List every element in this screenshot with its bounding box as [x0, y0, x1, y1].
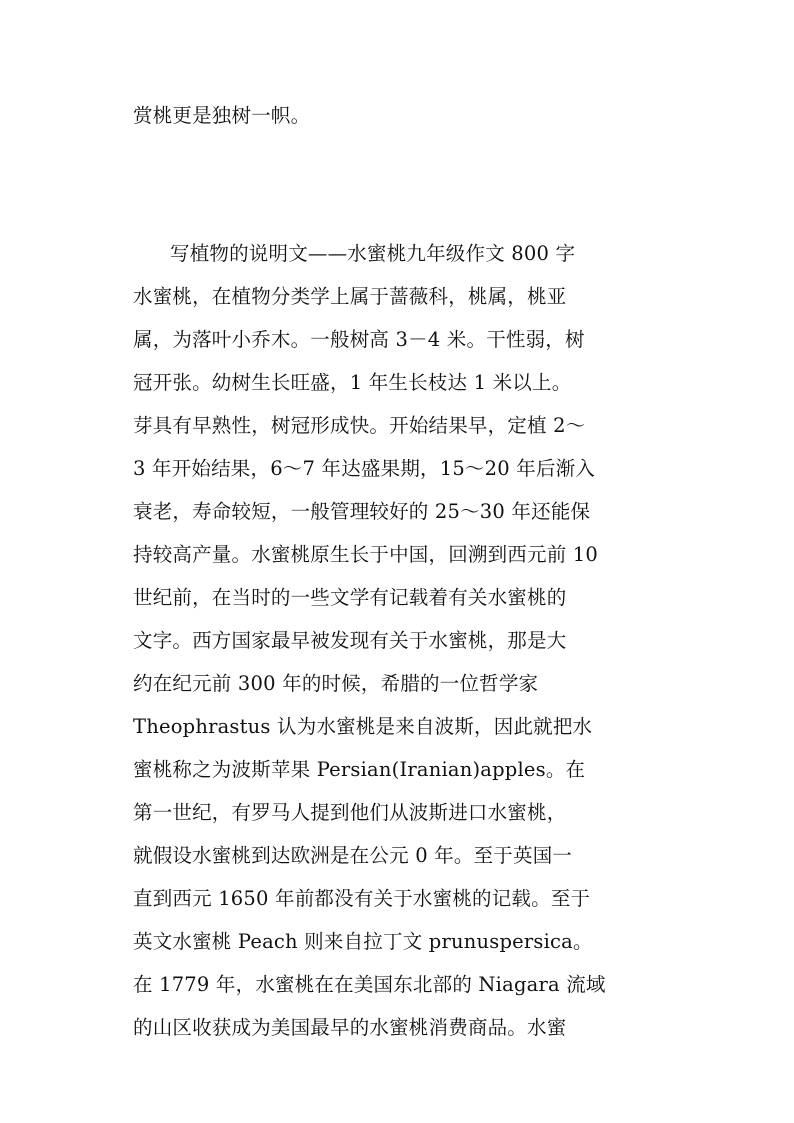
text-line: 3 年开始结果，6～7 年达盛果期，15～20 年后渐入 [133, 457, 596, 480]
text-line: 的山区收获成为美国最早的水蜜桃消费商品。水蜜 [133, 1016, 567, 1039]
text-line: 赏桃更是独树一帜。 [133, 104, 311, 127]
text-line: 直到西元 1650 年前都没有关于水蜜桃的记载。至于 [133, 887, 591, 910]
text-line: 蜜桃称之为波斯苹果 Persian(Iranian)apples。在 [133, 758, 586, 781]
text-line: 衰老，寿命较短，一般管理较好的 25～30 年还能保 [133, 500, 591, 523]
text-line: 世纪前，在当时的一些文学有记载着有关水蜜桃的 [133, 586, 567, 609]
text-line: 第一世纪，有罗马人提到他们从波斯进口水蜜桃， [133, 801, 567, 824]
paragraph-title-line: 写植物的说明文——水蜜桃九年级作文 800 字 [170, 242, 576, 265]
text-line: 英文水蜜桃 Peach 则来自拉丁文 prunuspersica。 [133, 930, 593, 953]
text-line: 芽具有早熟性，树冠形成快。开始结果早，定植 2～ [133, 414, 586, 437]
text-line: 属，为落叶小乔木。一般树高 3－4 米。干性弱，树 [133, 328, 585, 351]
text-line: 水蜜桃，在植物分类学上属于蔷薇科，桃属，桃亚 [133, 285, 567, 308]
text-line: 文字。西方国家最早被发现有关于水蜜桃，那是大 [133, 629, 567, 652]
text-line: 持较高产量。水蜜桃原生长于中国，回溯到西元前 10 [133, 543, 599, 566]
text-line: 冠开张。幼树生长旺盛，1 年生长枝达 1 米以上。 [133, 371, 572, 394]
text-line: 就假设水蜜桃到达欧洲是在公元 0 年。至于英国一 [133, 844, 573, 867]
text-line: 在 1779 年，水蜜桃在在美国东北部的 Niagara 流域 [133, 973, 606, 996]
text-line: Theophrastus 认为水蜜桃是来自波斯，因此就把水 [133, 715, 593, 738]
text-line: 约在纪元前 300 年的时候，希腊的一位哲学家 [133, 672, 539, 695]
